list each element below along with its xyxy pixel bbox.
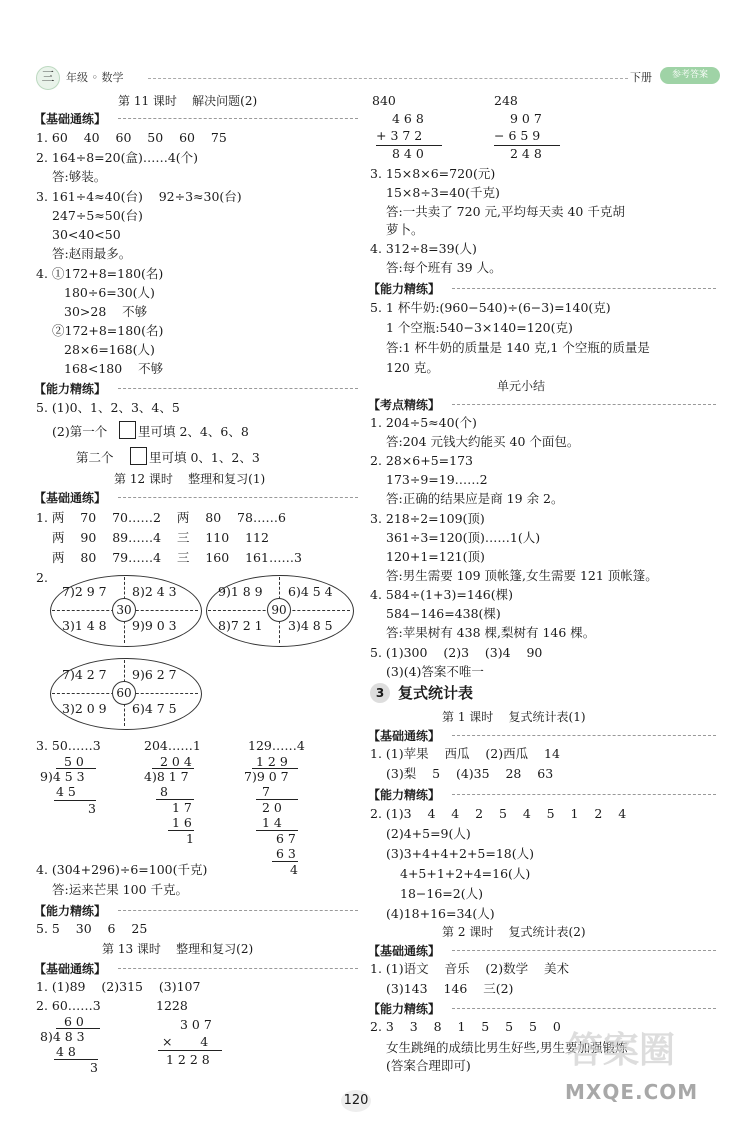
answer-line: 30>28 不够 — [64, 304, 148, 319]
lesson-title: 第 2 课时 复式统计表(2) — [442, 925, 586, 939]
long-division-line: 3 — [88, 801, 96, 816]
header-rule — [148, 78, 628, 79]
lesson-11-title: 第 11 课时 解决问题(2) — [118, 94, 258, 108]
answer-stamp: 参考答案 — [660, 67, 720, 84]
long-division-line: 7)9 0 7 — [244, 769, 289, 784]
long-division-line: 3 — [90, 1060, 98, 1075]
answer-line: (3)(4)答案不唯一 — [386, 664, 484, 679]
division-item: 3)2 0 9 — [62, 701, 107, 716]
long-division-line: 8 — [160, 784, 168, 799]
answer-line: (4)18+16=34(人) — [386, 906, 495, 921]
long-division-line: 1 — [186, 831, 194, 846]
vertical-calc-line: 8 4 0 — [392, 146, 424, 161]
answer-line: 答:每个班有 39 人。 — [386, 260, 502, 275]
answer-line: 361÷3=120(顶)……1(人) — [386, 530, 541, 545]
answer-line: 1. (1)89 (2)315 (3)107 — [36, 979, 201, 994]
long-division-line: 1 4 — [262, 815, 282, 830]
multiplication-line: 1 2 2 8 — [166, 1052, 210, 1067]
answer-line: 248 — [494, 93, 518, 108]
answer-line: 5. (1)300 (2)3 (3)4 90 — [370, 645, 543, 660]
divider — [118, 118, 358, 119]
answer-line: 答:1 杯牛奶的质量是 140 克,1 个空瓶的质量是 — [386, 340, 650, 355]
answer-line: (2)4+5=9(人) — [386, 826, 471, 841]
answer-line: 2. — [36, 570, 48, 585]
divider — [452, 794, 716, 795]
divider — [452, 288, 716, 289]
vertical-calc-line: 9 0 7 — [510, 111, 542, 126]
long-division-line: 9)4 5 3 — [40, 769, 85, 784]
tag-basic: 【基础通练】 — [34, 962, 107, 976]
tag-ability: 【能力精练】 — [368, 788, 441, 802]
answer-line: 两 80 79……4 三 160 161……3 — [52, 550, 302, 565]
multiplication-line: × 4 — [162, 1034, 209, 1049]
grade-label: 年级 — [66, 71, 88, 84]
division-item: 9)6 2 7 — [132, 667, 177, 682]
answer-line: 5. 5 30 6 25 — [36, 921, 148, 936]
answer-line: 里可填 2、4、6、8 — [138, 424, 249, 439]
division-item: 6)4 5 4 — [288, 584, 333, 599]
watermark-cn: 答案圈 — [567, 1030, 676, 1071]
answer-line: 120 克。 — [386, 360, 439, 375]
answer-line: 2. 28×6+5=173 — [370, 453, 473, 468]
answer-line: 1. 60 40 60 50 60 75 — [36, 130, 227, 145]
division-item: 3)4 8 5 — [288, 618, 333, 633]
answer-line: 2. (1)3 4 4 2 5 4 5 1 2 4 — [370, 806, 627, 821]
division-item: 8)7 2 1 — [218, 618, 263, 633]
division-item: 9)1 8 9 — [218, 584, 263, 599]
tag-ability: 【能力精练】 — [368, 1002, 441, 1016]
answer-line: 2. 60……3 — [36, 998, 101, 1013]
answer-line: 15×8÷3=40(千克) — [386, 185, 500, 200]
answer-line: 4. 584÷(1+3)=146(棵) — [370, 587, 513, 602]
quotient-circle: 60 — [112, 681, 136, 705]
answer-line: 2. 164÷8=20(盒)……4(个) — [36, 150, 199, 165]
answer-line: (3)143 146 三(2) — [386, 981, 514, 996]
long-division-line: 1 7 — [172, 800, 192, 815]
answer-line: 答:204 元钱大约能买 40 个面包。 — [386, 434, 580, 449]
blank-box — [119, 421, 136, 439]
tag-basic: 【基础通练】 — [368, 729, 441, 743]
vertical-calc-line: + 3 7 2 — [376, 128, 423, 143]
page-number: 120 — [341, 1090, 371, 1112]
answer-line: 1 个空瓶:540−3×140=120(克) — [386, 320, 573, 335]
answer-line: 4. ①172+8=180(名) — [36, 266, 164, 281]
answer-line: 1. 两 70 70……2 两 80 78……6 — [36, 510, 286, 525]
long-division-line: 8)4 8 3 — [40, 1029, 85, 1044]
page-header — [30, 64, 720, 90]
multiplication-bar — [158, 1050, 222, 1051]
tag-ability: 【能力精练】 — [34, 382, 107, 396]
long-division-line: 1 6 — [172, 815, 192, 830]
answer-line: 3. 161÷4≈40(台) 92÷3≈30(台) — [36, 189, 242, 204]
subject-label: 数学 — [101, 71, 124, 84]
divider — [452, 404, 716, 405]
tag-basic: 【基础通练】 — [368, 944, 441, 958]
answer-line: 答:苹果树有 438 棵,梨树有 146 棵。 — [386, 625, 596, 640]
answer-line: 584−146=438(棵) — [386, 606, 501, 621]
long-division-line: 7 — [262, 784, 270, 799]
answer-line: 答:赵雨最多。 — [52, 246, 132, 261]
long-division-line: 6 3 — [276, 846, 296, 861]
divider — [118, 497, 358, 498]
lesson-13-title: 第 13 课时 整理和复习(2) — [102, 942, 254, 956]
answer-line: 第二个 — [76, 450, 114, 465]
long-division-line: 4 8 — [56, 1044, 76, 1059]
answer-line: 答:男生需要 109 顶帐篷,女生需要 121 顶帐篷。 — [386, 568, 658, 583]
divider — [452, 1008, 716, 1009]
answer-line: 120+1=121(顶) — [386, 549, 485, 564]
answer-line: 女生跳绳的成绩比男生好些,男生要加强锻炼 — [386, 1040, 628, 1055]
division-item: 7)2 9 7 — [62, 584, 107, 599]
long-division-line: 4 5 — [56, 784, 76, 799]
answer-line: 4. (304+296)÷6=100(千克) — [36, 862, 208, 877]
answer-line: 里可填 0、1、2、3 — [149, 450, 260, 465]
answer-line: 129……4 — [248, 738, 305, 753]
tag-ability: 【能力精练】 — [368, 282, 441, 296]
answer-line: (3)3+4+4+2+5=18(人) — [386, 846, 534, 861]
answer-line: 1228 — [156, 998, 188, 1013]
answer-line: ②172+8=180(名) — [52, 323, 164, 338]
answer-line: 247÷5≈50(台) — [52, 208, 143, 223]
multiplication-line: 3 0 7 — [180, 1017, 212, 1032]
grade-subject-label: 年级 ◦ 数学 — [66, 71, 124, 84]
answer-line: (答案合理即可) — [386, 1058, 471, 1073]
division-item: 6)4 7 5 — [132, 701, 177, 716]
answer-line: 3. 15×8×6=720(元) — [370, 166, 496, 181]
tag-basic: 【基础通练】 — [34, 491, 107, 505]
answer-line: 28×6=168(人) — [64, 342, 155, 357]
answer-line: 答:够装。 — [52, 169, 107, 184]
lesson-12-title: 第 12 课时 整理和复习(1) — [114, 472, 266, 486]
unit-summary-title: 单元小结 — [497, 379, 546, 393]
answer-line: 4. 312÷8=39(人) — [370, 241, 477, 256]
long-division-line: 6 7 — [276, 831, 296, 846]
answer-line: 5. 1 杯牛奶:(960−540)÷(6−3)=140(克) — [370, 300, 611, 315]
answer-line: 1. (1)语文 音乐 (2)数学 美术 — [370, 961, 569, 976]
answer-line: 1. (1)苹果 西瓜 (2)西瓜 14 — [370, 746, 560, 761]
answer-line: 5. (1)0、1、2、3、4、5 — [36, 400, 180, 415]
long-division-line: 5 0 — [64, 754, 84, 769]
answer-line: (2)第一个 — [52, 424, 108, 439]
long-division-line: 2 0 4 — [160, 754, 192, 769]
long-division-line: 4 — [290, 862, 298, 877]
answer-line: 30<40<50 — [52, 227, 121, 242]
long-division-line: 1 2 9 — [256, 754, 288, 769]
vertical-calc-line: 4 6 8 — [392, 111, 424, 126]
division-item: 7)4 2 7 — [62, 667, 107, 682]
watermark: MXQE.COM — [565, 1080, 699, 1104]
divider — [118, 388, 358, 389]
section-number-badge: 3 — [370, 683, 390, 703]
volume-label: 下册 — [630, 71, 652, 84]
division-item: 8)2 4 3 — [132, 584, 177, 599]
blank-box — [130, 447, 147, 465]
quotient-circle: 90 — [267, 598, 291, 622]
division-item: 3)1 4 8 — [62, 618, 107, 633]
tag-key-points: 【考点精练】 — [368, 398, 441, 412]
answer-line: 答:正确的结果应是商 19 余 2。 — [386, 491, 564, 506]
answer-line: 173÷9=19……2 — [386, 472, 488, 487]
lesson-title: 第 1 课时 复式统计表(1) — [442, 710, 586, 724]
answer-line: 2. 3 3 8 1 5 5 5 0 — [370, 1019, 561, 1034]
quotient-circle: 30 — [112, 598, 136, 622]
long-division-line: 2 0 — [262, 800, 282, 815]
tag-ability: 【能力精练】 — [34, 904, 107, 918]
answer-line: 180÷6=30(人) — [64, 285, 155, 300]
answer-line: 两 90 89……4 三 110 112 — [52, 530, 269, 545]
answer-line: 萝卜。 — [386, 222, 424, 237]
answer-line: (3)梨 5 (4)35 28 63 — [386, 766, 554, 781]
vertical-calc-line: 2 4 8 — [510, 146, 542, 161]
answer-line: 168<180 不够 — [64, 361, 164, 376]
answer-line: 204……1 — [144, 738, 201, 753]
divider — [118, 968, 358, 969]
divider — [118, 910, 358, 911]
divider — [452, 735, 716, 736]
answer-line: 1. 204÷5≈40(个) — [370, 415, 477, 430]
answer-line: 840 — [372, 93, 396, 108]
tag-basic: 【基础通练】 — [34, 112, 107, 126]
section-title: 复式统计表 — [398, 684, 474, 702]
long-division-line: 4)8 1 7 — [144, 769, 189, 784]
grade-badge: 三 — [36, 66, 60, 90]
division-item: 9)9 0 3 — [132, 618, 177, 633]
answer-line: 18−16=2(人) — [400, 886, 483, 901]
long-division-line: 6 0 — [64, 1014, 84, 1029]
vertical-calc-line: − 6 5 9 — [494, 128, 541, 143]
answer-line: 答:运来芒果 100 千克。 — [52, 882, 189, 897]
answer-line: 4+5+1+2+4=16(人) — [400, 866, 531, 881]
answer-line: 3. 50……3 — [36, 738, 101, 753]
answer-line: 答:一共卖了 720 元,平均每天卖 40 千克胡 — [386, 204, 625, 219]
divider — [452, 950, 716, 951]
answer-line: 3. 218÷2=109(顶) — [370, 511, 485, 526]
